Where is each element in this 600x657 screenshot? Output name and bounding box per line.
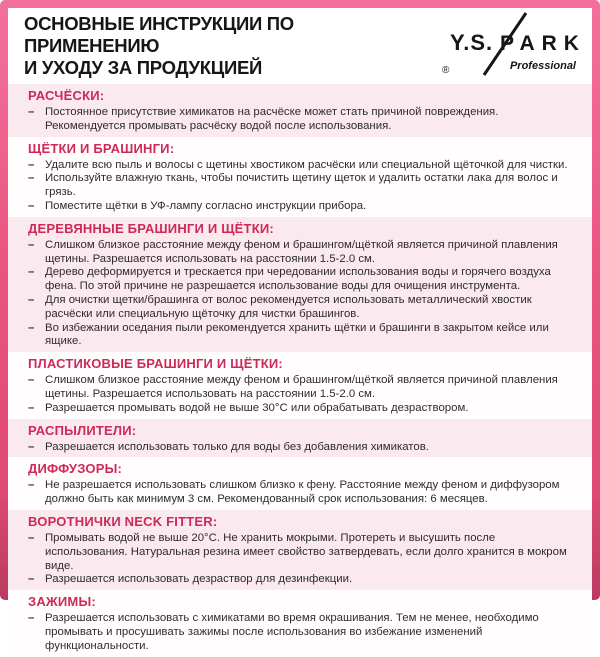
section-diffusers — [8, 457, 592, 510]
list-item — [28, 374, 578, 402]
list-item — [28, 294, 578, 322]
instruction-sheet — [8, 8, 592, 652]
list-item — [28, 106, 578, 134]
list-item — [28, 159, 578, 173]
section-heading: ДЕРЕВЯННЫЕ БРАШИНГИ И ЩЁТКИ: — [28, 220, 274, 236]
section-heading: РАСЧЁСКИ: — [28, 88, 105, 103]
section-sprayers — [8, 419, 592, 458]
bullet-dash: – — [28, 573, 35, 586]
section-heading: ЗАЖИМЫ: — [28, 594, 96, 610]
bullet-dash: – — [28, 531, 35, 544]
bullet-dash: – — [28, 199, 35, 212]
section-combs — [8, 84, 592, 137]
list-item — [28, 266, 578, 294]
list-item — [28, 532, 578, 573]
page-title-line2: И УХОДУ ЗА ПРОДУКЦИЕЙ — [24, 56, 262, 78]
list-item-text: Промывать водой не выше 20°C. Не хранить мокрыми. Протереть и высушить после использования. Натуральная резина имеет свойство затвердевать, если долго хранится в мокром виде. — [45, 531, 567, 572]
bullet-dash: – — [28, 479, 35, 492]
bullet-dash: – — [28, 401, 35, 414]
list-item-text: Разрешается использовать только для воды без добавления химикатов. — [45, 440, 429, 453]
list-item-text: Используйте влажную ткань, чтобы почистить щетину щеток и удалить остатки лака для волос и грязь. — [45, 172, 558, 199]
section-plastic-brushes — [8, 352, 592, 418]
bullet-dash: – — [28, 172, 35, 185]
logo-park-text: PARK — [500, 31, 586, 55]
list-item-text: Разрешается использовать дезраствор для дезинфекции. — [45, 573, 353, 586]
list-item — [28, 402, 578, 416]
section-clamps — [8, 590, 592, 656]
bullet-dash: – — [28, 612, 35, 625]
list-item-text: Для очистки щетки/брашинга от волос рекомендуется использовать металлический хвостик расчёски или специальную щёточку для чистки брашингов. — [45, 293, 532, 320]
list-item — [28, 322, 578, 350]
bullet-dash: – — [28, 321, 35, 334]
list-item-text: Слишком близкое расстояние между феном и брашингом/щёткой является причиной плавления щетины. Разрешается использовать на расстоянии 1.5-2.0 см. — [45, 238, 558, 265]
list-item-text: Удалите всю пыль и волосы с щетины хвостиком расчёски или специальной щёточкой для чистки. — [45, 158, 568, 171]
section-brushes — [8, 137, 592, 217]
registered-trademark-icon: ® — [442, 64, 450, 76]
bullet-dash: – — [28, 106, 35, 118]
list-item-text: Разрешается использовать с химикатами во время окрашивания. Тем не менее, необходимо промывать и просушивать зажимы после использования во избежание изменений функциональности. — [45, 612, 539, 652]
logo-ys-text: Y.S. — [450, 29, 494, 55]
section-heading: ПЛАСТИКОВЫЕ БРАШИНГИ И ЩЁТКИ: — [28, 356, 283, 372]
list-item — [28, 612, 578, 653]
list-item-text: Слишком близкое расстояние между феном и брашингом/щёткой является причиной плавления щетины. Разрешается использовать на расстоянии 1.5-2.0 см. — [45, 374, 558, 400]
list-item — [28, 239, 578, 267]
ys-park-logo — [428, 12, 586, 81]
section-wooden-brushes — [8, 217, 592, 352]
section-neck-fitter — [8, 510, 592, 590]
list-item-text: Поместите щётки в УФ-лампу согласно инструкции прибора. — [45, 199, 367, 212]
bullet-dash: – — [28, 293, 35, 306]
header — [8, 8, 592, 84]
section-heading: ДИФФУЗОРЫ: — [28, 461, 123, 477]
bullet-dash: – — [28, 158, 35, 171]
list-item — [28, 200, 578, 214]
logo-professional-text: Professional — [509, 59, 576, 72]
list-item-text: Не разрешается использовать слишком близко к фену. Расстояние между феном и диффузором должно быть как минимум 3 см. Рекомендованный срок использования: 6 месяцев. — [45, 479, 560, 506]
list-item-text: Во избежании оседания пыли рекомендуется хранить щётки и брашинги в закрытом кейсе или ящике. — [45, 321, 549, 348]
section-heading: ЩЁТКИ И БРАШИНГИ: — [28, 140, 175, 156]
list-item — [28, 172, 578, 200]
list-item — [28, 441, 578, 455]
list-item-text: Дерево деформируется и трескается при чередовании использования воды и горячего воздуха фена. По этой причине не разрешается использование воды для очищения инструмента. — [45, 266, 551, 293]
list-item-text: Постоянное присутствие химикатов на расчёске может стать причиной повреждения. Рекомендуется промывать расчёску водой после использования. — [45, 106, 499, 132]
section-heading: РАСПЫЛИТЕЛИ: — [28, 422, 137, 438]
list-item — [28, 479, 578, 507]
bullet-dash: – — [28, 238, 35, 251]
page-title — [24, 13, 428, 78]
bullet-dash: – — [28, 266, 35, 279]
list-item-text: Разрешается промывать водой не выше 30°C или обрабатывать дезраствором. — [45, 401, 469, 414]
bullet-dash: – — [28, 440, 35, 453]
bullet-dash: – — [28, 374, 35, 387]
section-heading: ВОРОТНИЧКИ NECK FITTER: — [28, 513, 218, 529]
list-item — [28, 573, 578, 587]
brand-logo-graphic — [428, 12, 586, 76]
page-title-line1: ОСНОВНЫЕ ИНСТРУКЦИИ ПО ПРИМЕНЕНИЮ — [24, 13, 294, 57]
